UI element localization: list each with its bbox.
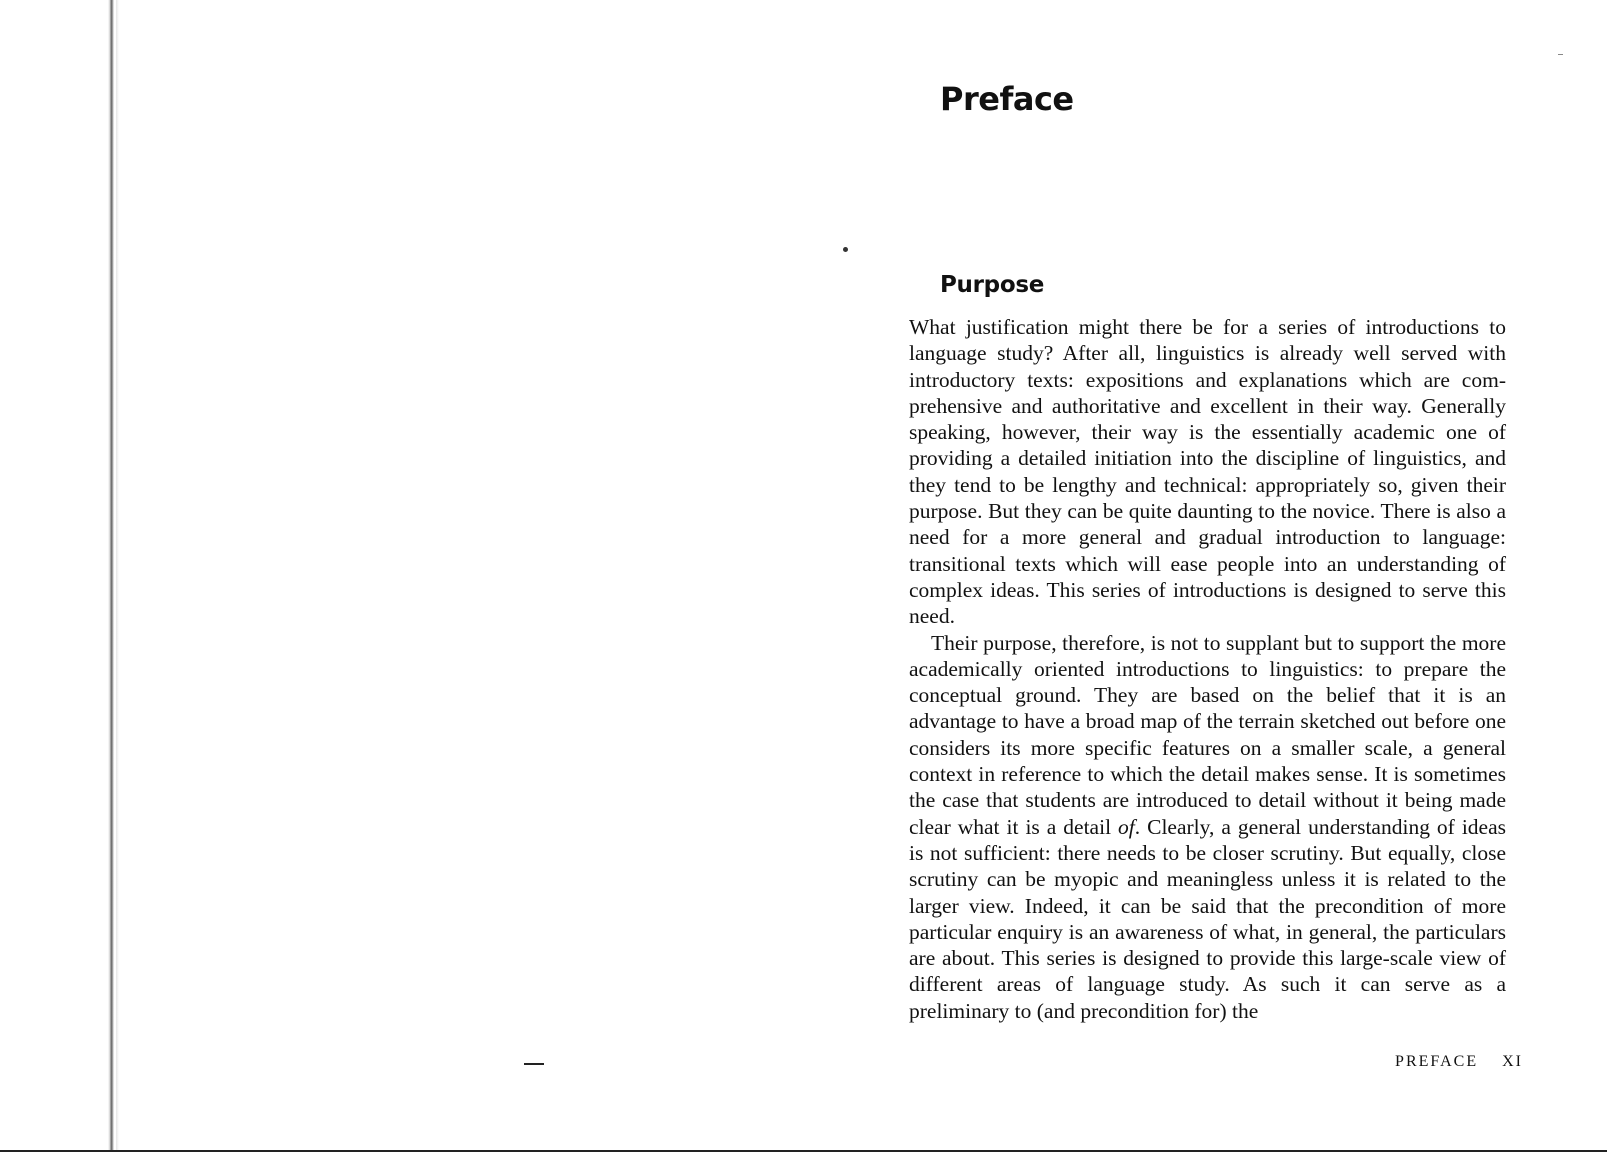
page-footer	[1395, 1053, 1523, 1071]
page-bottom-edge	[0, 1150, 1607, 1152]
stray-mark	[524, 1063, 544, 1065]
spine-shadow	[116, 0, 119, 1150]
paragraph: Their purpose, therefore, is not to supplant but to support the more academically oriented introductions to linguistics: to prepare the conceptual ground. They are based on the belief that it is an advantage to have a broad map of the terrain sketched out before one considers its more specific features on a smaller scale, a general context in reference to which the detail makes sense. It is sometimes the case that students are introduced to detail without it being made clear what it is a detail of. Clearly, a general understanding of ideas is not sufficient: there needs to be closer scrutiny. But equally, close scrutiny can be myopic and meaningless unless it is related to the larger view. Indeed, it can be said that the precondition of more particular enquiry is an awareness of what, in general, the particulars are about. This series is designed to provide this large-scale view of different areas of language study. As such it can serve as a preliminary to (and precondition for) the	[909, 630, 1506, 1023]
ink-speck	[843, 247, 848, 252]
book-spine	[108, 0, 114, 1150]
running-head: PREFACE	[1395, 1053, 1479, 1070]
emphasis-of: of	[1118, 814, 1135, 839]
section-heading: Purpose	[940, 272, 1045, 298]
margin-mark	[1558, 54, 1563, 55]
body-text	[909, 314, 1506, 1024]
paragraph: What justification might there be for a series of introductions to language study? After all, linguistics is already well served with introductory texts: expositions and explanations which are comprehensive and authoritative and excellent in their way. Generally speaking, however, their way is the essentially academic one of providing a detailed initiation into the discipline of linguistics, and they tend to be lengthy and technical: appropriately so, given their purpose. But they can be quite daunting to the novice. There is also a need for a more general and gradual introduction to language: transitional texts which will ease people into an understanding of complex ideas. This series of introductions is designed to serve this need.	[909, 315, 1506, 629]
page-title: Preface	[940, 80, 1074, 118]
page-number: XI	[1502, 1053, 1523, 1070]
